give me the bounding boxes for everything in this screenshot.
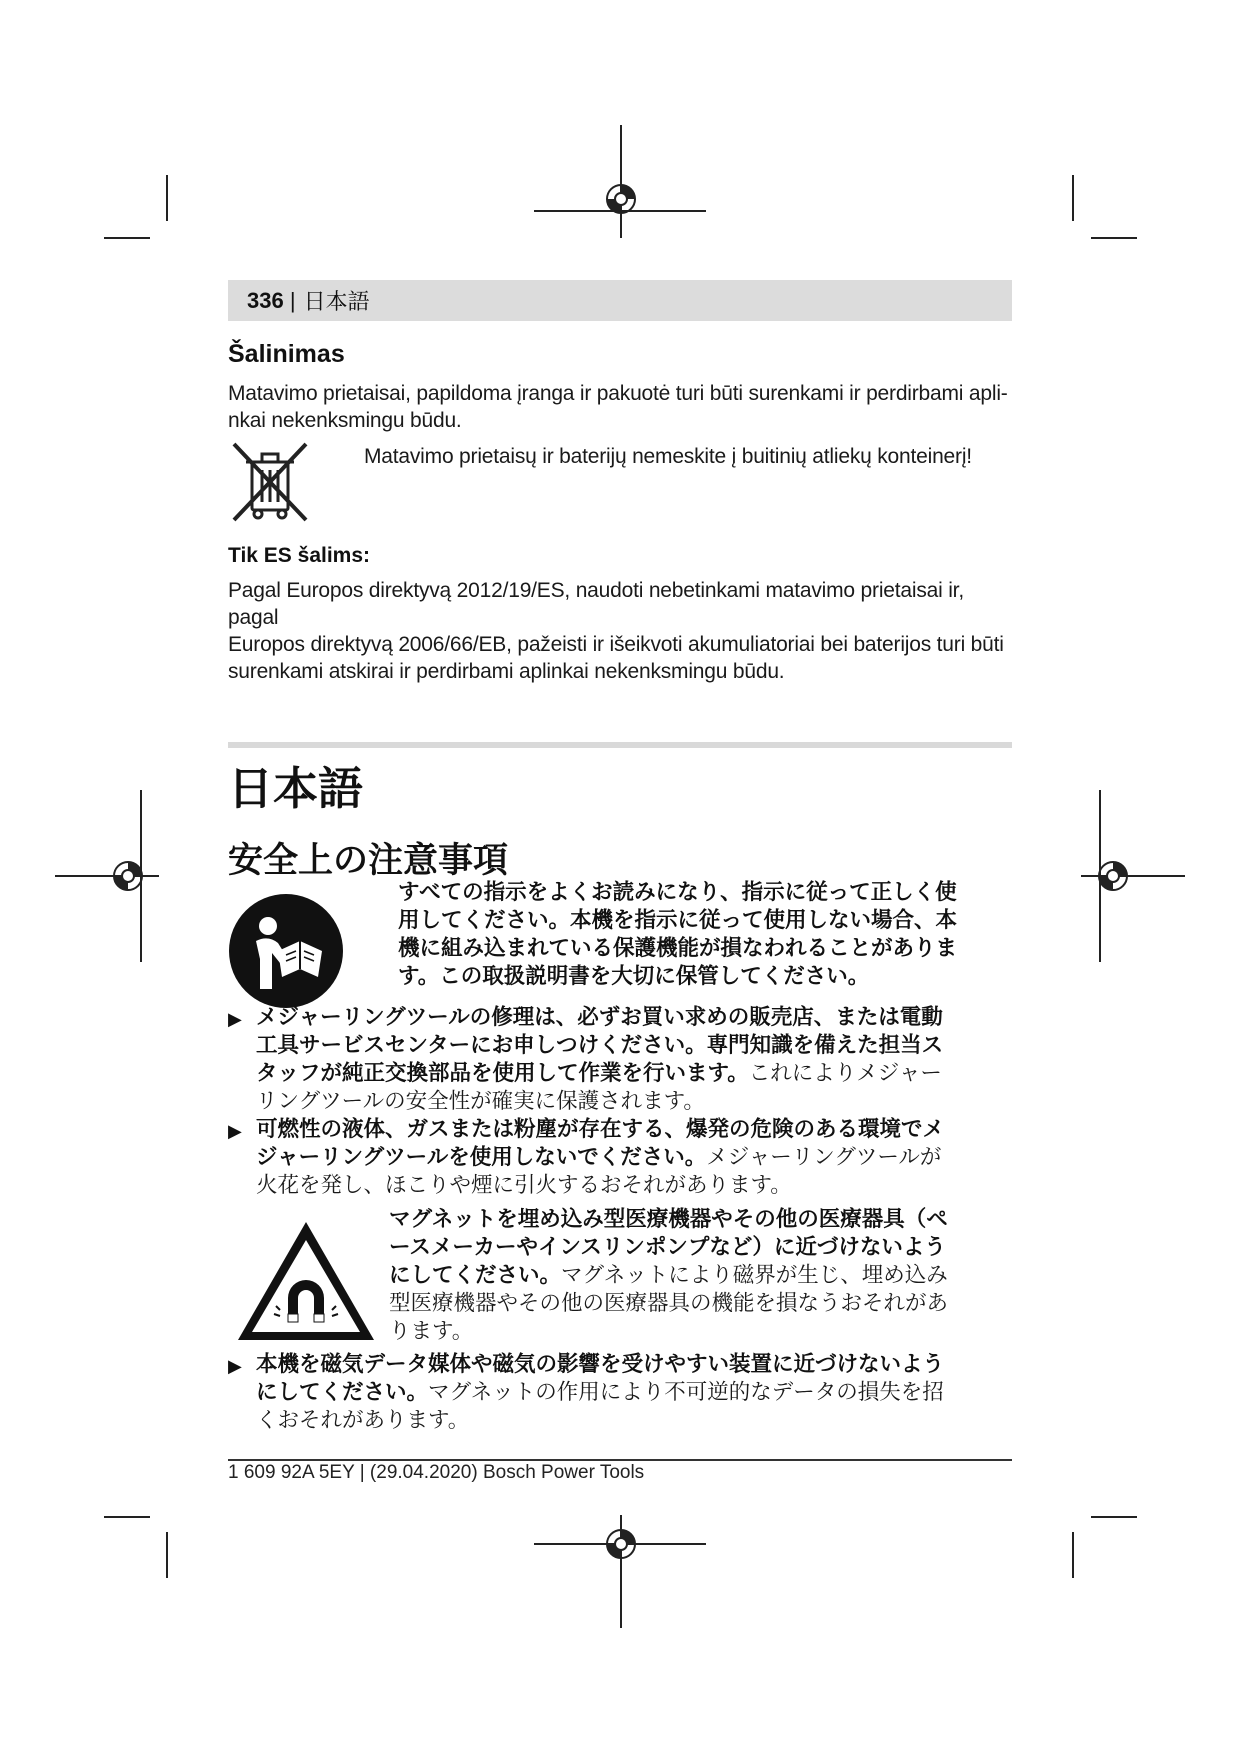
crop-mark [1072, 1532, 1074, 1578]
crop-mark [104, 237, 150, 239]
registration-mark-icon [1093, 856, 1133, 896]
safety-heading: 安全上の注意事項 [228, 841, 509, 881]
bullet-icon: ▶ [228, 1009, 242, 1030]
language-title: 日本語 [228, 762, 364, 815]
data-media-warning [256, 1351, 1016, 1435]
magnet-warning [389, 1206, 1015, 1346]
magnet-bold-line: ースメーカーやインスリンポンプなど）に近づけないよう [389, 1235, 946, 1260]
explosion-warning [256, 1116, 1016, 1200]
disposal-line: nkai nekenksmingu būdu. [228, 409, 462, 432]
repair-bold-line: 工具サービスセンターにお申しつけください。専門知識を備えた担当ス [256, 1033, 944, 1058]
registration-mark-icon [601, 1524, 641, 1564]
registration-mark-icon [108, 856, 148, 896]
eu-line: Pagal Europos direktyvą 2012/19/ES, naudoti nebetinkami matavimo prietaisai ir, pagal [228, 579, 964, 629]
bullet-icon: ▶ [228, 1356, 242, 1377]
header-separator: | [283, 287, 302, 313]
page-header [228, 280, 1012, 321]
footer-rule [228, 1459, 1012, 1461]
bullet-icon: ▶ [228, 1121, 242, 1142]
repair-bold-line: タッフが純正交換部品を使用して作業を行います。 [256, 1061, 749, 1086]
crop-mark [1091, 237, 1137, 239]
section-divider [228, 742, 1012, 748]
data-media-bold-line: にしてください。 [256, 1380, 429, 1405]
explosion-bold-line: ジャーリングツールを使用しないでください。 [256, 1145, 707, 1170]
crop-mark [166, 1532, 168, 1578]
crop-mark [166, 175, 168, 221]
disposal-paragraph [228, 380, 1008, 434]
magnet-note: 型医療機器やその他の医療器具の機能を損なうおそれがあ [389, 1291, 949, 1316]
read-manual-line: すべての指示をよくお読みになり、指示に従って正しく使 [398, 880, 957, 905]
repair-note: リングツールの安全性が確実に保護されます。 [256, 1089, 705, 1114]
magnet-bold-line: にしてください。 [389, 1263, 562, 1288]
data-media-note: マグネットの作用により不可逆的なデータの損失を招 [428, 1380, 944, 1405]
repair-warning [256, 1004, 1016, 1116]
eu-line: surenkami atskirai ir perdirbami aplinkai nekenksmingu būdu. [228, 660, 785, 683]
read-manual-line: 機に組み込まれている保護機能が損なわれることがありま [398, 936, 958, 961]
crossed-out-bin-icon [230, 440, 310, 524]
magnet-warning-icon [234, 1218, 378, 1344]
crop-mark [104, 1516, 150, 1518]
crop-mark [1072, 175, 1074, 221]
read-manual-line: す。この取扱説明書を大切に保管してください。 [398, 964, 870, 989]
explosion-note: 火花を発し、ほこりや煙に引火するおそれがあります。 [256, 1173, 792, 1198]
disposal-heading: Šalinimas [228, 340, 345, 368]
disposal-line: Matavimo prietaisai, papildoma įranga ir pakuotė turi būti surenkami ir perdirbami apli- [228, 382, 1008, 405]
registration-mark-icon [601, 179, 641, 219]
page-number: 336 [247, 287, 284, 313]
page-footer: 1 609 92A 5EY | (29.04.2020) Bosch Power Tools [228, 1462, 645, 1483]
bin-note: Matavimo prietaisų ir baterijų nemeskite į buitinių atliekų konteinerį! [364, 445, 972, 468]
read-manual-icon [228, 893, 344, 1009]
explosion-bold-line: 可燃性の液体、ガスまたは粉塵が存在する、爆発の危険のある環境でメ [256, 1117, 945, 1142]
read-manual-text [398, 879, 1014, 991]
magnet-note: マグネットにより磁界が生じ、埋め込み [561, 1263, 948, 1288]
eu-heading: Tik ES šalims: [228, 544, 371, 567]
magnet-bold-line: マグネットを埋め込み型医療機器やその他の医療器具（ペ [389, 1207, 948, 1232]
data-media-bold-line: 本機を磁気データ媒体や磁気の影響を受けやすい装置に近づけないよう [256, 1352, 945, 1377]
crop-mark [1091, 1516, 1137, 1518]
eu-paragraph [228, 577, 1008, 685]
header-language: 日本語 [303, 289, 370, 314]
repair-note: これによりメジャー [748, 1061, 942, 1086]
magnet-note: ります。 [389, 1319, 474, 1344]
data-media-note: くおそれがあります。 [256, 1408, 470, 1433]
repair-bold-line: メジャーリングツールの修理は、必ずお買い求めの販売店、または電動 [256, 1005, 943, 1030]
explosion-note: メジャーリングツールが [706, 1145, 942, 1170]
read-manual-line: 用してください。本機を指示に従って使用しない場合、本 [398, 908, 958, 933]
eu-line: Europos direktyvą 2006/66/EB, pažeisti ir išeikvoti akumuliatoriai bei baterijos turi būti [228, 633, 1004, 656]
